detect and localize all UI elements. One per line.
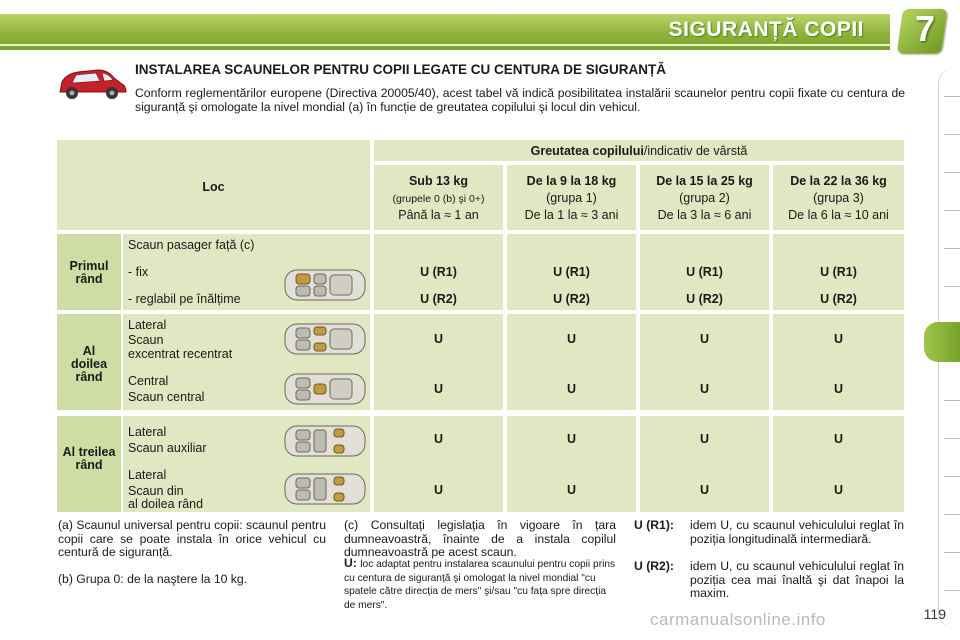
footnote-b: (b) Grupa 0: de la naştere la 10 kg. [58, 572, 248, 586]
tab-mark [944, 552, 960, 553]
value-text: U [433, 382, 444, 396]
chapter-tab-active[interactable] [924, 322, 960, 362]
column-age: De la 6 la ≈ 10 ani [788, 208, 889, 222]
value-text: U [433, 483, 444, 497]
tab-mark [944, 248, 960, 249]
footnote-u-label: U: [344, 556, 357, 570]
tab-mark [944, 172, 960, 173]
value-text: U (R1) [820, 265, 857, 279]
weight-header-rest: /indicativ de vârstă [643, 144, 748, 158]
car-seat-diagram-icon [284, 472, 366, 506]
value-text: U [833, 432, 844, 446]
value-text: U [433, 432, 444, 446]
value-text: U [699, 332, 710, 346]
column-age: De la 1 la ≈ 3 ani [524, 208, 619, 222]
red-car-icon [54, 64, 128, 104]
weight-header [374, 144, 904, 158]
tab-mark [944, 514, 960, 515]
seat-line: Scaun central [128, 390, 205, 404]
row-label-third: Al treilea rând [62, 445, 116, 472]
row-label-second: Al doilea rând [70, 344, 108, 384]
value-text: U [833, 332, 844, 346]
car-seat-diagram-icon [284, 372, 366, 406]
value-cell [640, 416, 769, 512]
value-text: U (R2) [420, 292, 457, 306]
page-title: SIGURANȚĂ COPII [668, 18, 864, 41]
weight-header-bold: Greutatea copilului [530, 144, 644, 158]
column-title: De la 15 la 25 kg [656, 174, 753, 188]
chapter-number: 7 [914, 8, 936, 49]
seat-line: Scaun auxiliar [128, 441, 207, 455]
seat-line: al doilea rând [128, 497, 204, 511]
value-text: U (R2) [553, 292, 590, 306]
watermark: carmanualsonline.info [650, 610, 826, 629]
column-title: De la 9 la 18 kg [526, 174, 617, 188]
value-text: U [566, 382, 577, 396]
tab-mark [944, 400, 960, 401]
car-seat-diagram-icon [284, 322, 366, 356]
tab-mark [944, 476, 960, 477]
tab-mark [944, 590, 960, 591]
seat-line: - fix [128, 265, 149, 279]
value-text: U [699, 483, 710, 497]
value-text: U [833, 382, 844, 396]
value-cell [773, 416, 904, 512]
seat-line: Scaun [128, 333, 164, 347]
column-group: (grupele 0 (b) şi 0+) [392, 193, 485, 205]
column-group: (grupa 2) [679, 191, 730, 205]
column-age: De la 3 la ≈ 6 ani [657, 208, 752, 222]
value-text: U [699, 432, 710, 446]
seat-line: Scaun din [128, 484, 184, 498]
value-text: U [566, 483, 577, 497]
column-group: (grupa 3) [813, 191, 864, 205]
tab-mark [944, 286, 960, 287]
value-text: U [566, 332, 577, 346]
tab-mark [944, 134, 960, 135]
row-label-first: Primul rând [69, 259, 109, 286]
value-text: U (R2) [686, 292, 723, 306]
value-cell [374, 416, 503, 512]
footnote-r1-label: U (R1): [634, 518, 674, 532]
column-title: De la 22 la 36 kg [790, 174, 887, 188]
value-text: U (R1) [686, 265, 723, 279]
seat-line: excentrat recentrat [128, 347, 233, 361]
column-group: (grupa 1) [546, 191, 597, 205]
value-text: U [833, 483, 844, 497]
seat-line: - reglabil pe înălțime [128, 292, 241, 306]
column-title: Sub 13 kg [408, 174, 469, 188]
seat-line: Lateral [128, 468, 167, 482]
value-text: U (R1) [420, 265, 457, 279]
intro-paragraph: Conform reglementărilor europene (Directiva 20005/40), acest tabel vă indică posibilitatea instalării scaunelor pentru copii fixate cu centura de siguranță şi omologate la nivel mondial (a) în funcție de greutatea copilului şi locul din vehicul. [135, 86, 905, 114]
seat-line: Lateral [128, 425, 167, 439]
footnote-a: (a) Scaunul universal pentru copii: scaunul pentru copii care se poate instala în orice vehicul cu centură de siguranță. [58, 518, 326, 559]
car-seat-diagram-icon [284, 268, 366, 302]
seat-line: Central [128, 374, 169, 388]
footnote-u [344, 557, 616, 611]
footnote-r2-label: U (R2): [634, 559, 674, 573]
value-text: U [699, 382, 710, 396]
value-text: U [566, 432, 577, 446]
footnote-r1-text: idem U, cu scaunul vehiculului reglat în poziția longitudinală intermediară. [690, 518, 904, 546]
footnote-u-text: loc adaptat pentru instalarea scaunului pentru copii prins cu centura de siguranță şi omologat la nivel mondial "cu spatele către direcția de mers" şi/sau "cu fața spre direcția de mers". [344, 559, 616, 611]
footnote-r2-text: idem U, cu scaunul vehiculului reglat în poziția cea mai înaltă şi dat înapoi la maxim. [690, 559, 904, 600]
car-seat-diagram-icon [284, 424, 366, 458]
tab-mark [944, 210, 960, 211]
value-text: U (R1) [553, 265, 590, 279]
loc-header: Loc [202, 180, 225, 194]
value-text: U (R2) [820, 292, 857, 306]
footnote-c: (c) Consultați legislația în vigoare în țara dumneavoastră, înainte de a instala copilul dumneavoastră pe acest scaun. [344, 518, 616, 559]
seat-line: Scaun pasager față (c) [128, 238, 255, 252]
tab-mark [944, 96, 960, 97]
column-age: Până la ≈ 1 an [398, 208, 479, 222]
page-number: 119 [923, 606, 946, 622]
value-cell [507, 416, 636, 512]
seat-line: Lateral [128, 318, 167, 332]
value-text: U [433, 332, 444, 346]
section-title: INSTALAREA SCAUNELOR PENTRU COPII LEGATE CU CENTURA DE SIGURANȚĂ [135, 62, 667, 77]
tab-mark [944, 438, 960, 439]
